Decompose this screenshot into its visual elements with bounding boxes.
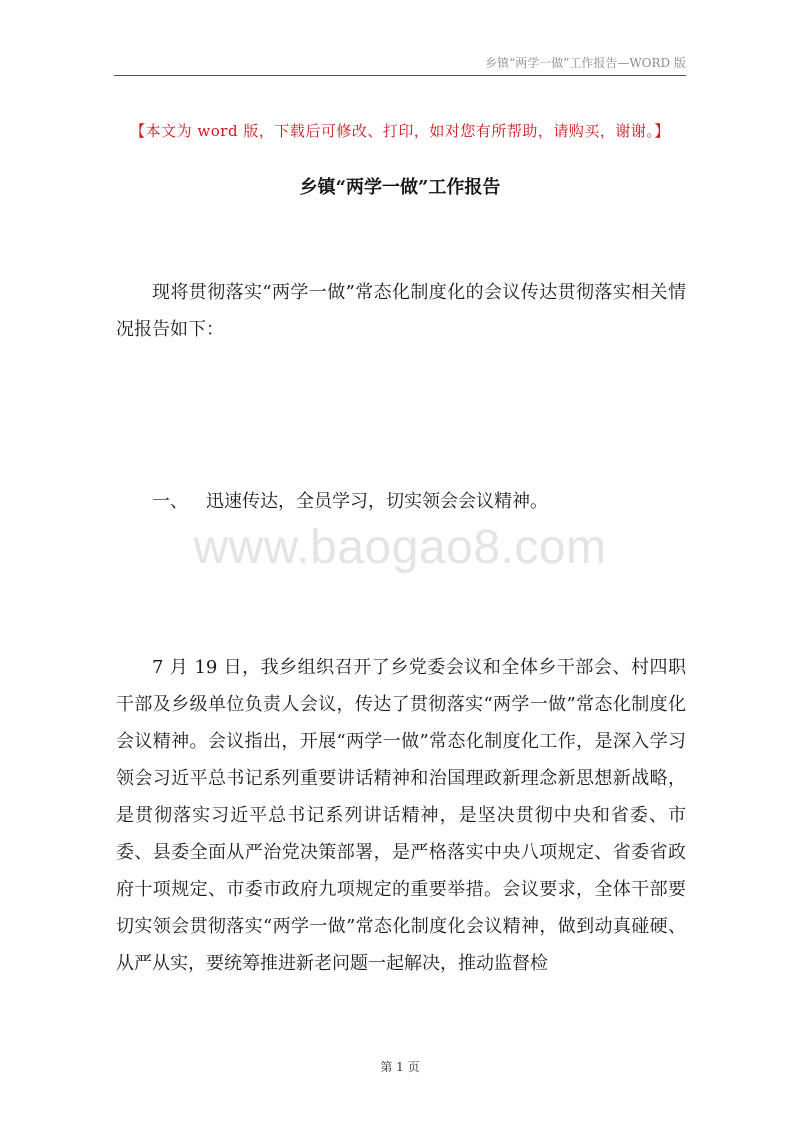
body-paragraph: 7 月 19 日，我乡组织召开了乡党委会议和全体乡干部会、村四职干部及乡级单位负责人会议，传达了贯彻落实“两学一做”常态化制度化会议精神。会议指出，开展“两学一做”常态化制度化工作，是深入学习领会习近平总书记系列重要讲话精神和治国理政新理念新思想新战略，是贯彻落实习近平总书记系列讲话精神，是坚决贯彻中央和省委、市委、县委全面从严治党决策部署，是严格落实中央八项规定、省委省政府十项规定、市委市政府九项规定的重要举措。会议要求，全体干部要切实领会贯彻落实“两学一做”常态化制度化会议精神，做到动真碰硬、从严从实，要统筹推进新老问题一起解决，推动监督检 [116, 657, 686, 974]
running-header: 乡镇“两学一做”工作报告—WORD 版 [485, 56, 686, 70]
section-number: 一、 [152, 491, 188, 512]
watermark: www.baogao8.com [193, 521, 607, 574]
page-number: 第 1 页 [380, 1060, 420, 1074]
section-heading-text: 迅速传达，全员学习，切实领会会议精神。 [206, 491, 548, 512]
section-heading [152, 483, 548, 520]
header-divider [114, 75, 686, 76]
document-title: 乡镇“两学一做”工作报告 [299, 177, 501, 198]
purchase-notice: 【本文为 word 版，下载后可修改、打印，如对您有所帮助，请购买，谢谢。】 [130, 122, 670, 140]
intro-paragraph: 现将贯彻落实“两学一做”常态化制度化的会议传达贯彻落实相关情况报告如下： [116, 282, 686, 340]
